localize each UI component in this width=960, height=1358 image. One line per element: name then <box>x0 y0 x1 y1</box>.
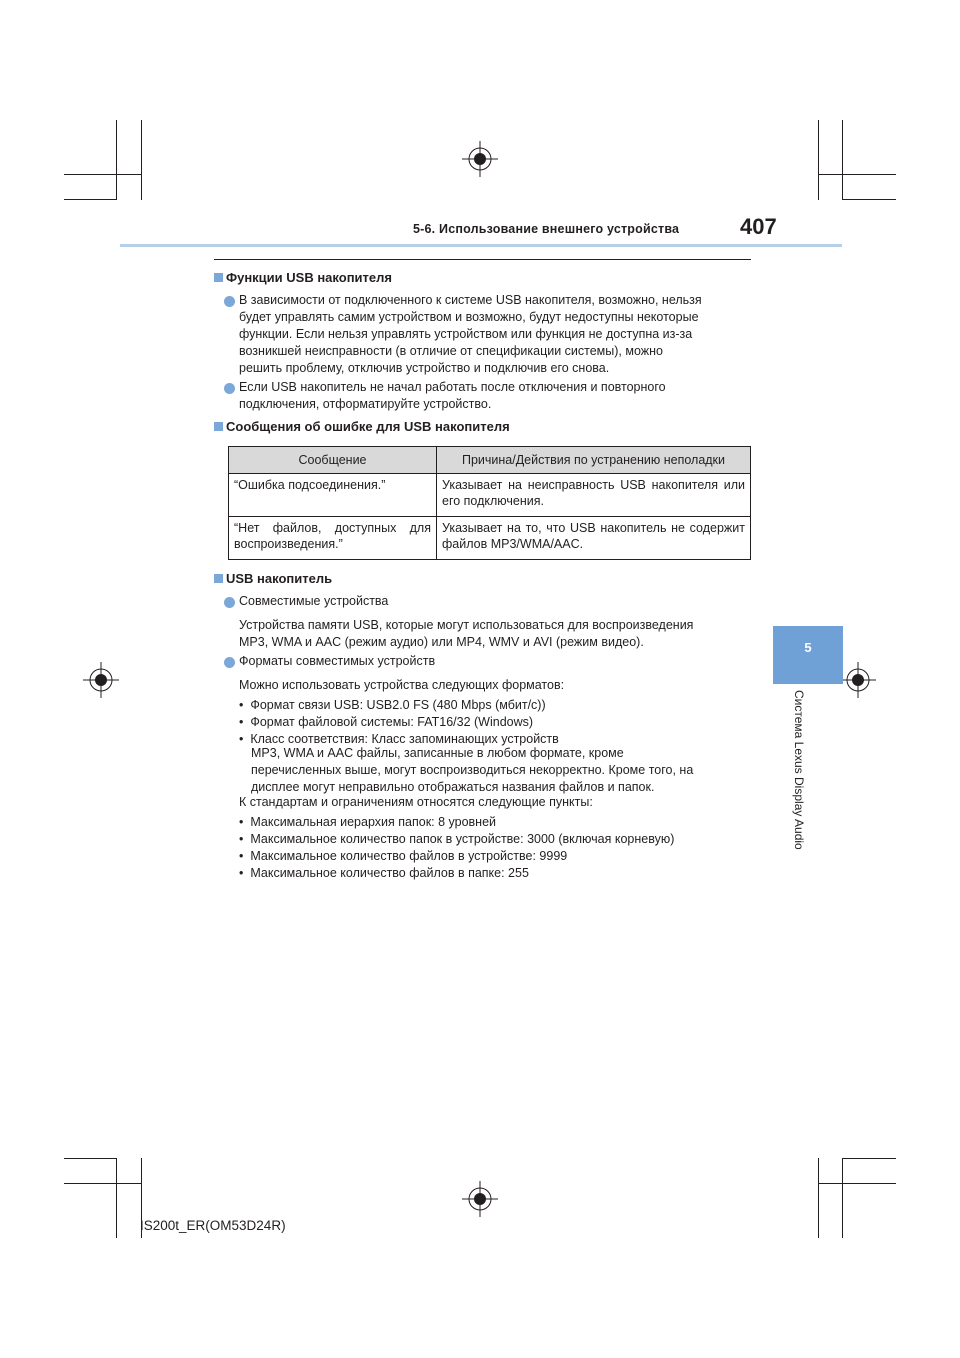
registration-mark-icon <box>462 1181 498 1217</box>
usb-functions-heading: Функции USB накопителя <box>214 270 392 285</box>
section-title: 5-6. Использование внешнего устройства <box>413 222 680 236</box>
crop-mark <box>818 174 896 175</box>
header-divider <box>120 244 842 247</box>
column-header: Сообщение <box>229 447 437 474</box>
crop-mark <box>818 1183 896 1184</box>
square-bullet-icon <box>214 574 223 583</box>
list-item: • Максимальное количество файлов в устройстве: 9999 <box>239 849 568 863</box>
message-cell: “Ошибка подсоединения.” <box>229 474 437 517</box>
chapter-tab-label: Система Lexus Display Audio <box>792 690 806 850</box>
usb-functions-bullet-2: Если USB накопитель не начал работать после отключения и повторного подключения, отформатируйте устройство. <box>239 380 666 411</box>
limits-intro: К стандартам и ограничениям относятся следующие пункты: <box>239 795 593 809</box>
document-code: IS200t_ER(OM53D24R) <box>140 1218 286 1233</box>
table-header-row <box>229 447 751 474</box>
formats-note: MP3, WMA и AAC файлы, записанные в любом формате, кроме перечисленных выше, могут воспроизводиться некорректно. Кроме того, на дисплее могут неправильно отображаться названия файлов и папок. <box>251 746 694 794</box>
list-item: • Класс соответствия: Класс запоминающих устройств <box>239 732 559 746</box>
cause-cell: Указывает на неисправность USB накопителя или его подключения. <box>437 474 751 517</box>
crop-mark <box>64 199 117 200</box>
crop-mark <box>64 1158 117 1159</box>
content-divider <box>214 259 751 260</box>
crop-mark <box>116 120 117 200</box>
list-item: • Максимальное количество папок в устройстве: 3000 (включая корневую) <box>239 832 675 846</box>
crop-mark <box>842 199 896 200</box>
square-bullet-icon <box>214 273 223 282</box>
table-row <box>229 474 751 517</box>
crop-mark <box>64 174 142 175</box>
table-row <box>229 517 751 560</box>
page-number: 407 <box>740 214 777 239</box>
compatible-devices-title: Совместимые устройства <box>239 594 389 608</box>
message-cell: “Нет файлов, доступных для воспроизведения.” <box>229 517 437 560</box>
square-bullet-icon <box>214 422 223 431</box>
error-messages-table <box>228 446 751 560</box>
round-bullet-icon <box>224 383 235 394</box>
compatible-devices-text: Устройства памяти USB, которые могут использоваться для воспроизведения MP3, WMA и AAC (режим аудио) или MP4, WMV и AVI (режим видео). <box>239 618 694 649</box>
registration-mark-icon <box>83 662 119 698</box>
limits-list <box>239 814 751 882</box>
registration-mark-icon <box>840 662 876 698</box>
crop-mark <box>818 120 819 200</box>
usb-drive-heading: USB накопитель <box>214 571 332 586</box>
list-item: • Максимальная иерархия папок: 8 уровней <box>239 815 497 829</box>
crop-mark <box>818 1158 819 1238</box>
crop-mark <box>64 1183 142 1184</box>
crop-mark <box>842 1158 843 1238</box>
crop-mark <box>842 1158 896 1159</box>
list-item: • Формат связи USB: USB2.0 FS (480 Mbps (мбит/с)) <box>239 698 546 712</box>
crop-mark <box>141 120 142 200</box>
formats-intro: Можно использовать устройства следующих форматов: <box>239 678 565 692</box>
round-bullet-icon <box>224 296 235 307</box>
formats-title: Форматы совместимых устройств <box>239 654 436 668</box>
cause-cell: Указывает на то, что USB накопитель не содержит файлов MP3/WMA/AAC. <box>437 517 751 560</box>
usb-functions-bullet-1: В зависимости от подключенного к системе USB накопителя, возможно, нельзя будет управлять самим устройством и возможно, будут недоступны некоторые функции. Если нельзя управлять устройством или функция не доступна из-за возникшей неисправности (в отличие от спецификации системы), можно решить проблему, отключив устройство и подключив его снова. <box>239 293 702 375</box>
crop-mark <box>116 1158 117 1238</box>
column-header: Причина/Действия по устранению неполадки <box>437 447 751 474</box>
list-item: • Формат файловой системы: FAT16/32 (Windows) <box>239 715 534 729</box>
formats-list <box>239 697 751 748</box>
round-bullet-icon <box>224 657 235 668</box>
chapter-tab-number: 5 <box>804 640 812 655</box>
crop-mark <box>842 120 843 200</box>
error-messages-heading: Сообщения об ошибке для USB накопителя <box>214 419 510 434</box>
chapter-tab <box>773 626 843 684</box>
list-item: • Максимальное количество файлов в папке: 255 <box>239 866 529 880</box>
registration-mark-icon <box>462 141 498 177</box>
round-bullet-icon <box>224 597 235 608</box>
